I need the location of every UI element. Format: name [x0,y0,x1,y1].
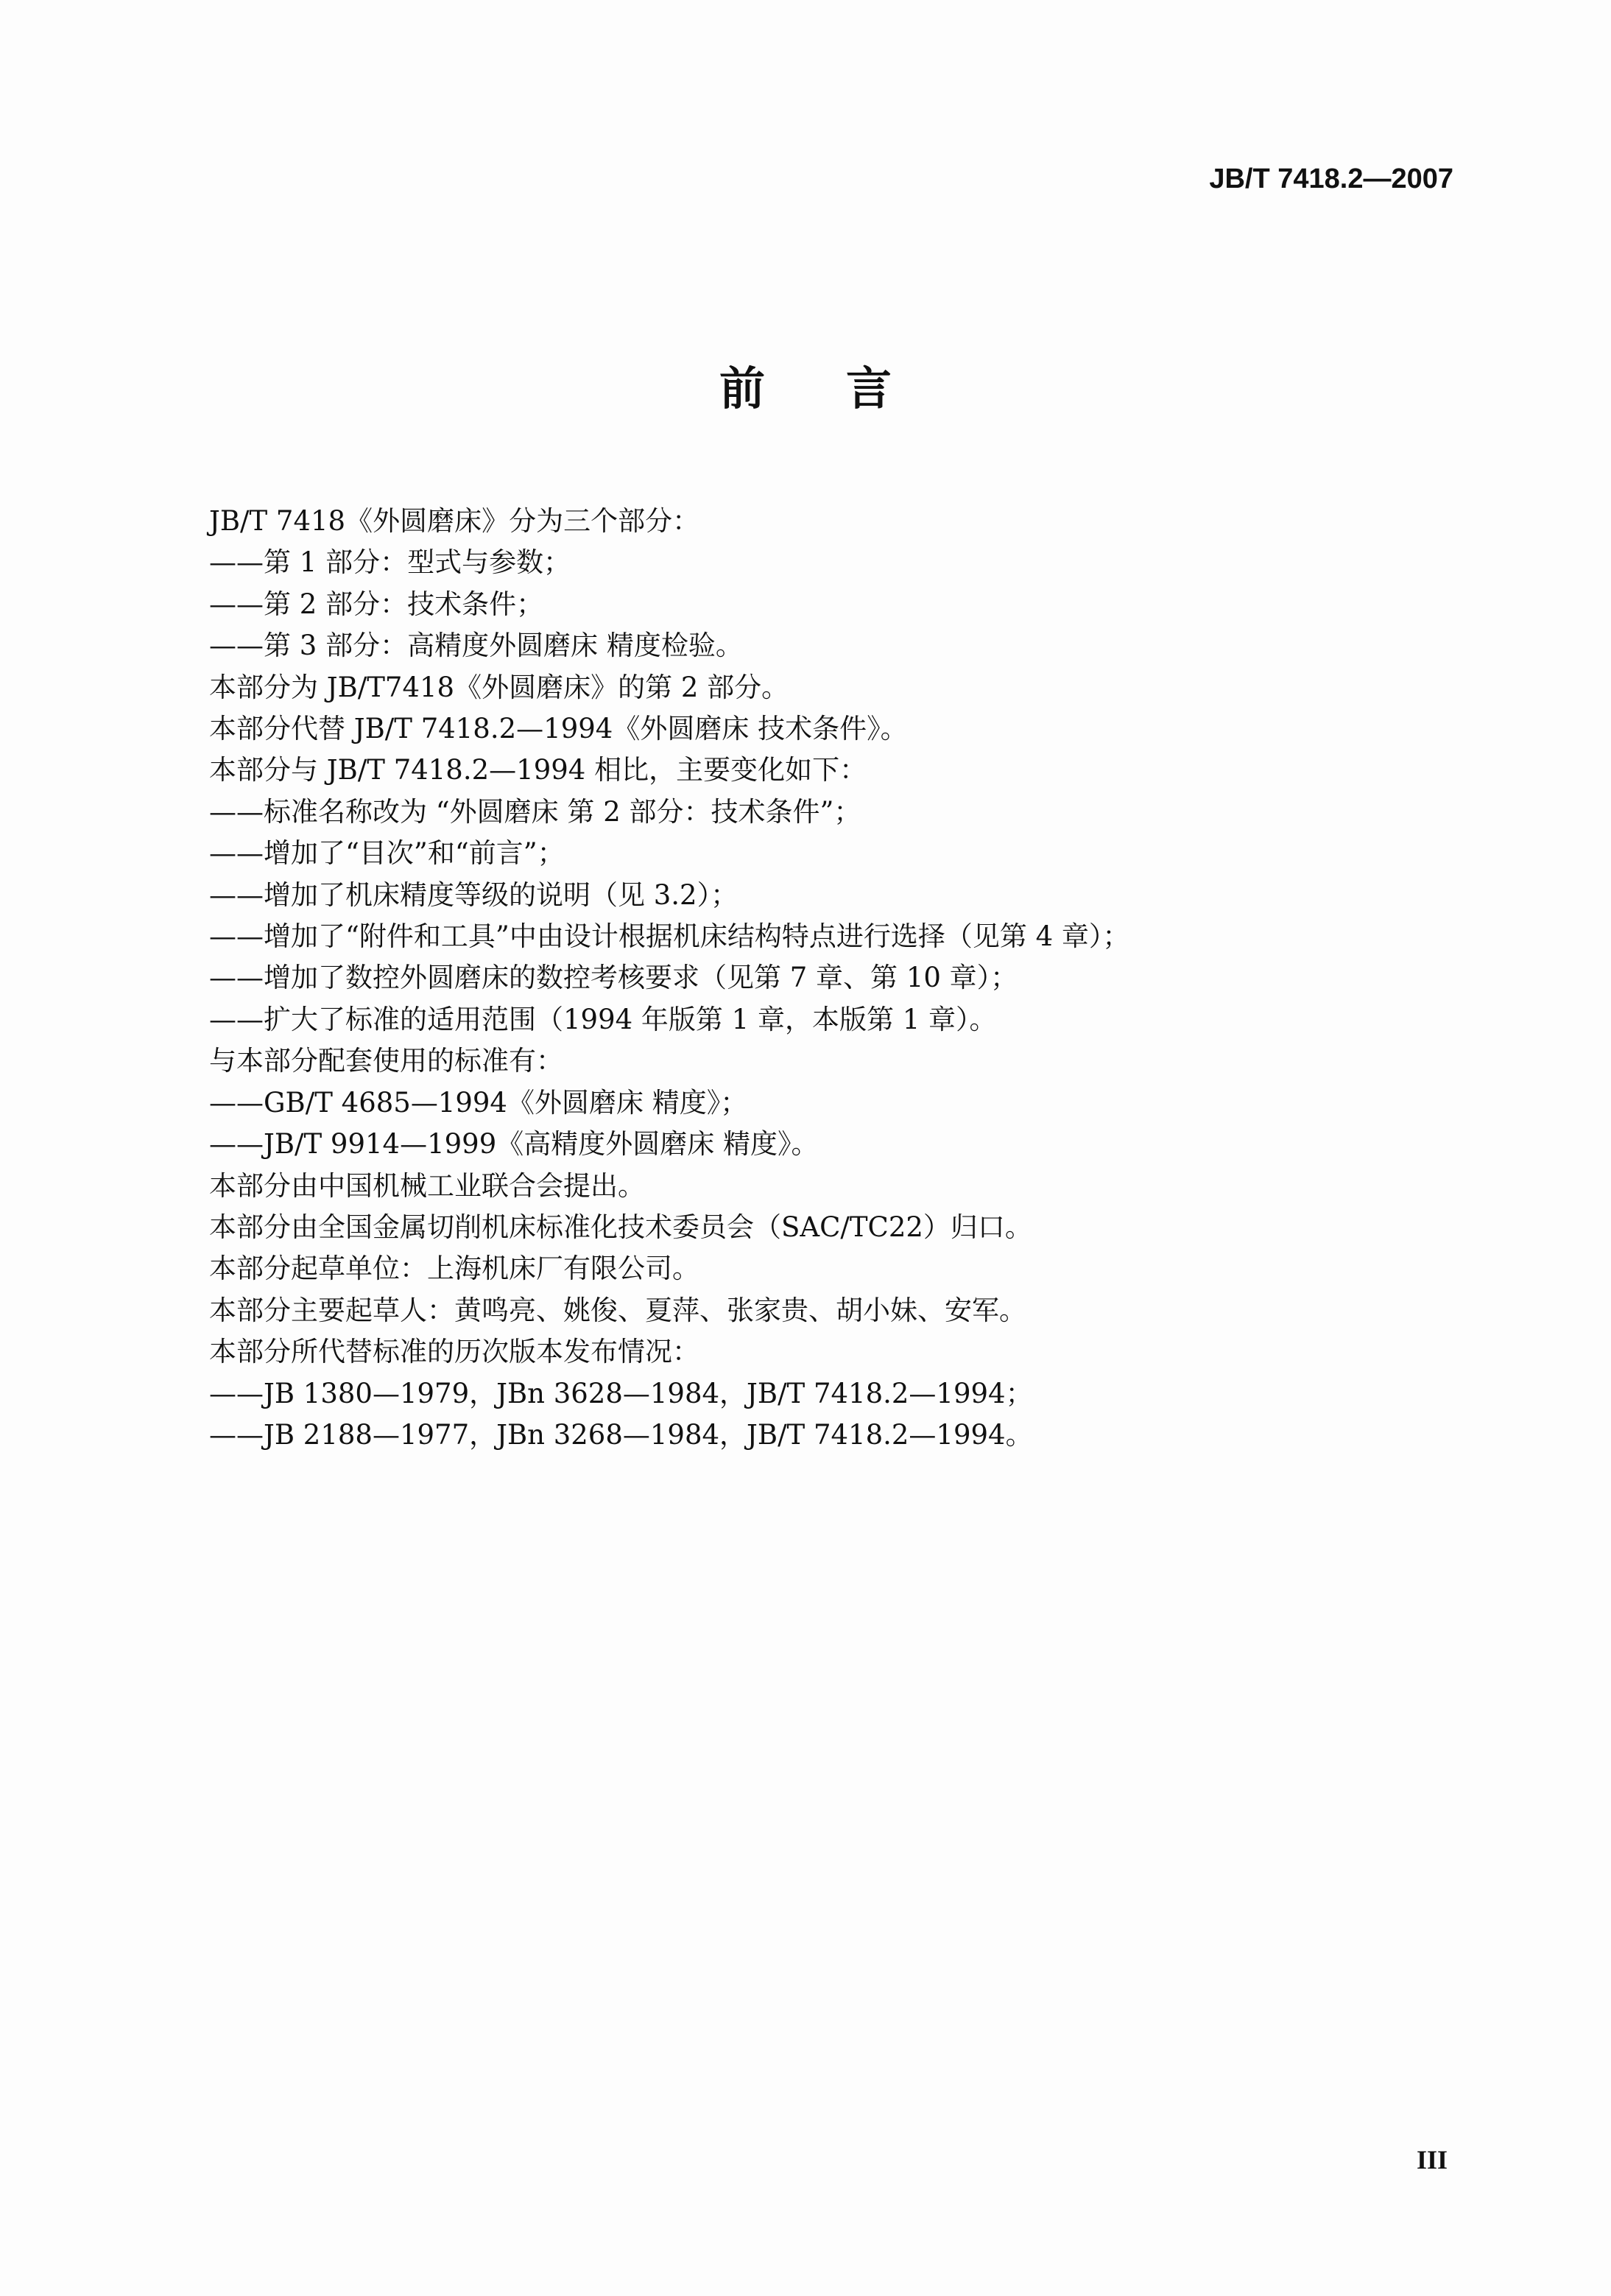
text-line: ——第 3 部分：高精度外圆磨床 精度检验。 [209,630,743,662]
text-line: ——标准名称改为 “外圆磨床 第 2 部分：技术条件”； [209,795,861,828]
text-line: ——增加了机床精度等级的说明（见 3.2）； [209,878,738,911]
text-line: 本部分为 JB/T7418《外圆磨床》的第 2 部分。 [209,671,789,703]
text-line: 本部分所代替标准的历次版本发布情况： [209,1336,699,1368]
text-line: 本部分主要起草人：黄鸣亮、姚俊、夏萍、张家贵、胡小妹、安军。 [209,1294,1026,1326]
page-title: 前言 [719,362,973,415]
text-line: ——第 2 部分：技术条件； [209,588,544,620]
text-line: 本部分代替 JB/T 7418.2—1994《外圆磨床 技术条件》。 [209,713,908,745]
text-line: ——增加了“目次”和“前言”； [209,837,565,870]
text-line: ——JB 2188—1977，JBn 3268—1984，JB/T 7418.2—1994。 [209,1418,1033,1451]
text-line: ——GB/T 4685—1994《外圆磨床 精度》； [209,1086,748,1119]
text-line: ——扩大了标准的适用范围（1994 年版第 1 章，本版第 1 章）。 [209,1003,997,1035]
text-line: ——增加了数控外圆磨床的数控考核要求（见第 7 章、第 10 章）； [209,962,1018,994]
text-line: 与本部分配套使用的标准有： [209,1045,563,1077]
text-line: JB/T 7418《外圆磨床》分为三个部分： [209,505,700,537]
page-number: III [1416,2145,1448,2174]
text-line: ——第 1 部分：型式与参数； [209,546,571,579]
text-line: ——增加了“附件和工具”中由设计根据机床结构特点进行选择（见第 4 章）； [209,920,1130,953]
text-line: ——JB 1380—1979，JBn 3628—1984，JB/T 7418.2—1994； [209,1377,1033,1409]
text-line: 本部分由中国机械工业联合会提出。 [209,1169,645,1202]
text-line: ——JB/T 9914—1999《高精度外圆磨床 精度》。 [209,1128,819,1161]
standard-code: JB/T 7418.2—2007 [1209,163,1453,194]
foreword-body [209,501,1461,1456]
text-line: 本部分与 JB/T 7418.2—1994 相比，主要变化如下： [209,754,867,786]
text-line: 本部分由全国金属切削机床标准化技术委员会（SAC/TC22）归口。 [209,1211,1032,1243]
text-line: 本部分起草单位：上海机床厂有限公司。 [209,1253,699,1285]
